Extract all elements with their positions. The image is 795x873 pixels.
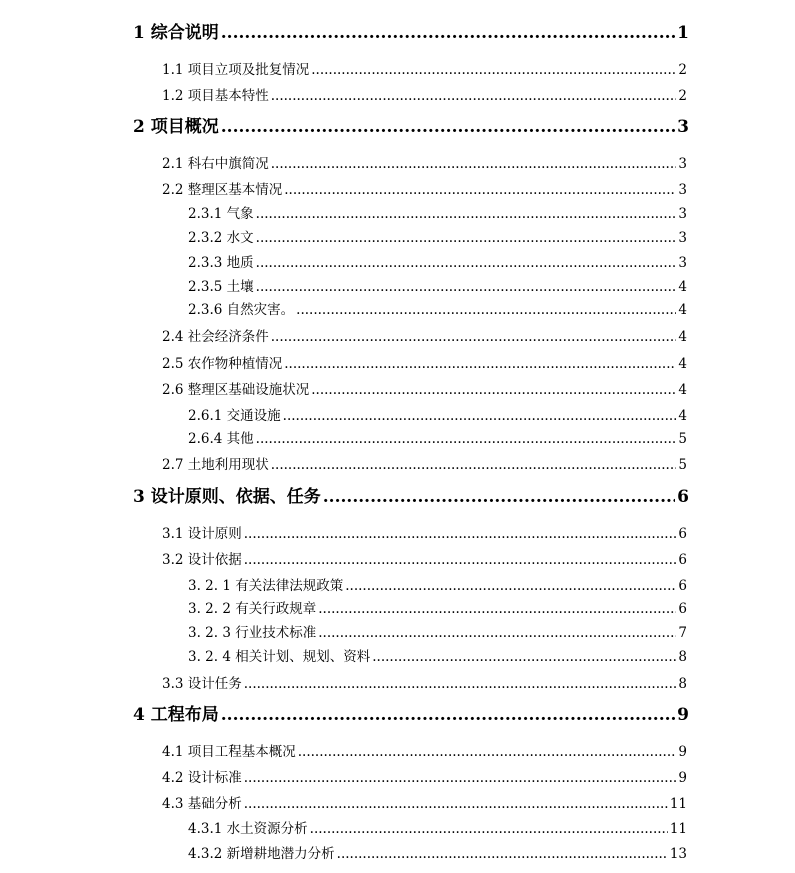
toc-page-number: 8 [678, 676, 687, 692]
toc-entry-label: 4.1 项目工程基本概况 [162, 744, 296, 760]
toc-leader-dots [345, 574, 676, 598]
toc-page-number: 5 [678, 431, 687, 447]
toc-page-number: 4 [678, 279, 687, 295]
toc-entry-label: 1.2 项目基本特性 [162, 88, 269, 104]
toc-leader-dots [221, 703, 675, 727]
toc-entry-2-7[interactable] [162, 453, 687, 477]
toc-entry-4-3[interactable] [162, 792, 687, 816]
toc-leader-dots [296, 298, 676, 322]
toc-entry-3-2[interactable] [162, 548, 687, 572]
toc-entry-2-1[interactable] [162, 152, 687, 176]
toc-entry-label: 4.3.1 水土资源分析 [188, 821, 308, 837]
toc-page-number: 6 [678, 578, 687, 594]
toc-leader-dots [244, 522, 677, 546]
toc-page-number: 8 [678, 649, 687, 665]
toc-leader-dots [311, 378, 676, 402]
toc-leader-dots [256, 226, 677, 250]
toc-page-number: 5 [678, 457, 687, 473]
toc-entry-label: 4 工程布局 [133, 705, 219, 725]
toc-leader-dots [271, 84, 677, 108]
toc-page-number: 3 [678, 206, 687, 222]
toc-leader-dots [256, 251, 677, 275]
toc-page-number: 1 [677, 23, 689, 43]
toc-page-number: 4 [678, 329, 687, 345]
toc-leader-dots [318, 621, 676, 645]
toc-page-number: 6 [678, 601, 687, 617]
toc-entry-2-6[interactable] [162, 378, 687, 402]
toc-leader-dots [244, 548, 677, 572]
toc-entry-3-3[interactable] [162, 672, 687, 696]
toc-page-number: 9 [678, 770, 687, 786]
toc-leader-dots [256, 202, 677, 226]
toc-entry-2-6-4[interactable] [188, 427, 687, 451]
toc-entry-4-3-1[interactable] [188, 817, 687, 841]
toc-page-number: 11 [669, 821, 687, 837]
toc-entry-label: 3 设计原则、依据、任务 [133, 487, 321, 507]
toc-entry-label: 2.3.5 土壤 [188, 279, 254, 295]
toc-page-number: 6 [678, 552, 687, 568]
toc-entry-label: 3.2 设计依据 [162, 552, 242, 568]
toc-entry-1-1[interactable] [162, 58, 687, 82]
toc-entry-3-1[interactable] [162, 522, 687, 546]
toc-entry-2-5[interactable] [162, 352, 687, 376]
toc-page-number: 2 [678, 62, 687, 78]
toc-page-number: 9 [678, 744, 687, 760]
toc-page-number: 9 [677, 705, 689, 725]
toc-page-number: 13 [669, 846, 687, 862]
toc-leader-dots [283, 404, 677, 428]
toc-entry-label: 2.7 土地利用现状 [162, 457, 269, 473]
toc-entry-label: 2.6.4 其他 [188, 431, 254, 447]
toc-entry-3-2-3[interactable] [188, 621, 687, 645]
toc-entry-label: 2.2 整理区基本情况 [162, 182, 283, 198]
toc-page-number: 3 [678, 255, 687, 271]
toc-entry-label: 4.2 设计标准 [162, 770, 242, 786]
toc-entry-label: 3.3 设计任务 [162, 676, 242, 692]
toc-entry-2-6-1[interactable] [188, 404, 687, 428]
toc-entry-label: 4.3 基础分析 [162, 796, 242, 812]
toc-entry-3-2-1[interactable] [188, 574, 687, 598]
toc-entry-label: 2.1 科右中旗简况 [162, 156, 269, 172]
toc-leader-dots [244, 672, 677, 696]
toc-page-number: 4 [678, 356, 687, 372]
toc-entry-2-3-5[interactable] [188, 275, 687, 299]
toc-entry-3[interactable] [133, 485, 689, 509]
toc-entry-label: 3. 2. 4 相关计划、规划、资料 [188, 649, 371, 665]
toc-entry-label: 2.6.1 交通设施 [188, 408, 281, 424]
toc-entry-label: 2.6 整理区基础设施状况 [162, 382, 310, 398]
toc-entry-label: 3. 2. 3 行业技术标准 [188, 625, 317, 641]
toc-leader-dots [284, 352, 676, 376]
toc-leader-dots [337, 842, 668, 866]
toc-entry-4[interactable] [133, 703, 689, 727]
toc-leader-dots [310, 817, 668, 841]
toc-entry-2-3-1[interactable] [188, 202, 687, 226]
toc-page-number: 3 [678, 156, 687, 172]
toc-entry-label: 2.3.6 自然灾害。 [188, 302, 295, 318]
toc-entry-2-3-2[interactable] [188, 226, 687, 250]
toc-entry-1-2[interactable] [162, 84, 687, 108]
toc-page-number: 2 [678, 88, 687, 104]
toc-entry-label: 1.1 项目立项及批复情况 [162, 62, 310, 78]
toc-page-number: 11 [669, 796, 687, 812]
toc-entry-label: 2.5 农作物种植情况 [162, 356, 283, 372]
toc-entry-label: 3. 2. 1 有关法律法规政策 [188, 578, 344, 594]
toc-entry-label: 2.3.3 地质 [188, 255, 254, 271]
toc-page-number: 3 [677, 117, 689, 137]
toc-page-number: 4 [678, 302, 687, 318]
toc-entry-2[interactable] [133, 115, 689, 139]
toc-entry-label: 2.4 社会经济条件 [162, 329, 269, 345]
toc-entry-2-3-3[interactable] [188, 251, 687, 275]
toc-page-number: 4 [678, 408, 687, 424]
toc-leader-dots [221, 21, 675, 45]
toc-entry-4-3-2[interactable] [188, 842, 687, 866]
toc-page-number: 3 [678, 182, 687, 198]
toc-entry-2-4[interactable] [162, 325, 687, 349]
toc-entry-2-3-6[interactable] [188, 298, 687, 322]
toc-entry-label: 3.1 设计原则 [162, 526, 242, 542]
toc-page-number: 6 [677, 487, 689, 507]
toc-leader-dots [271, 152, 677, 176]
toc-leader-dots [244, 792, 668, 816]
toc-leader-dots [298, 740, 677, 764]
toc-leader-dots [323, 485, 675, 509]
toc-entry-label: 1 综合说明 [133, 23, 219, 43]
toc-leader-dots [244, 766, 677, 790]
toc-page-number: 7 [678, 625, 687, 641]
toc-leader-dots [256, 275, 677, 299]
toc-page-number: 4 [678, 382, 687, 398]
toc-entry-label: 4.3.2 新增耕地潜力分析 [188, 846, 335, 862]
toc-leader-dots [271, 325, 677, 349]
toc-leader-dots [271, 453, 677, 477]
toc-entry-4-2[interactable] [162, 766, 687, 790]
toc-leader-dots [372, 645, 676, 669]
toc-page-number: 3 [678, 230, 687, 246]
toc-entry-2-2[interactable] [162, 178, 687, 202]
toc-entry-1[interactable] [133, 21, 689, 45]
toc-leader-dots [221, 115, 675, 139]
toc-entry-3-2-4[interactable] [188, 645, 687, 669]
toc-entry-4-1[interactable] [162, 740, 687, 764]
toc-entry-label: 3. 2. 2 有关行政规章 [188, 601, 317, 617]
toc-entry-label: 2 项目概况 [133, 117, 219, 137]
toc-leader-dots [311, 58, 676, 82]
toc-entry-label: 2.3.2 水文 [188, 230, 254, 246]
toc-entry-3-2-2[interactable] [188, 597, 687, 621]
toc-entry-label: 2.3.1 气象 [188, 206, 254, 222]
toc-leader-dots [256, 427, 677, 451]
toc-leader-dots [284, 178, 676, 202]
toc-leader-dots [318, 597, 676, 621]
toc-page-number: 6 [678, 526, 687, 542]
